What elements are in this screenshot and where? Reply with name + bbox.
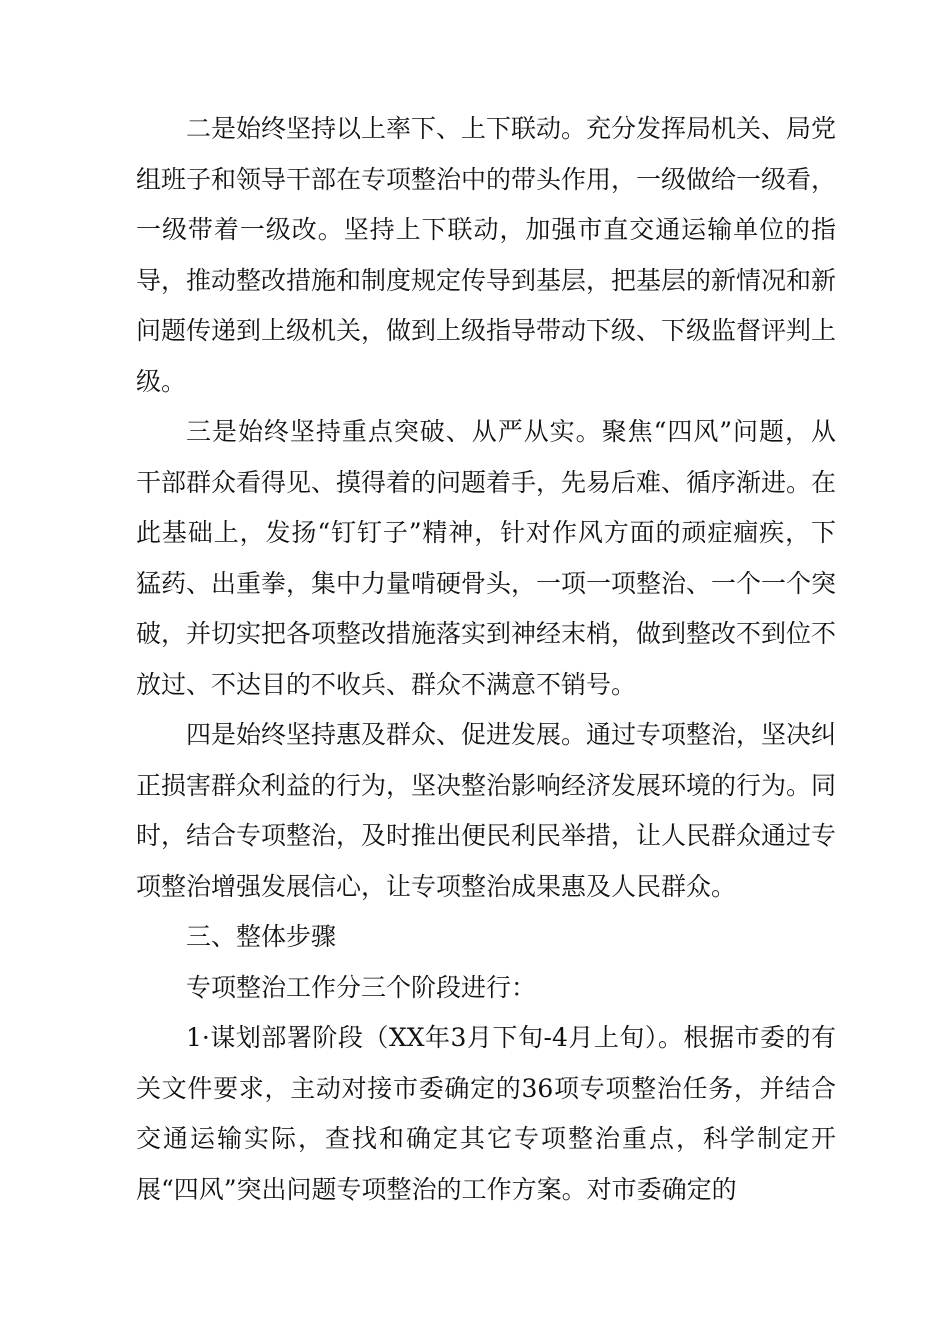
paragraph-benefit-public: 四是始终坚持惠及群众、促进发展。通过专项整治，坚决纠正损害群众利益的行为，坚决整治影响经济发展环境的行为。同时，结合专项整治，及时推出便民利民举措，让人民群众通过专项整治增强发展信心，让专项整治成果惠及人民群众。	[136, 720, 837, 901]
paragraph-planning-stage: 1·谋划部署阶段（XX年3月下旬-4月上旬）。根据市委的有关文件要求，主动对接市委确定的36项专项整治任务，并结合交通运输实际，查找和确定其它专项整治重点，科学制定开展“四风”突出问题专项整治的工作方案。对市委确定的	[136, 1023, 836, 1204]
paragraph-lead-by-example: 二是始终坚持以上率下、上下联动。充分发挥局机关、局党组班子和领导干部在专项整治中的带头作用，一级做给一级看，一级带着一级改。坚持上下联动，加强市直交通运输单位的指导，推动整改措施和制度规定传导到基层，把基层的新情况和新问题传递到上级机关，做到上级指导带动下级、下级监督评判上级。	[136, 114, 837, 396]
section-heading-overall-steps: 三、整体步骤	[186, 922, 337, 951]
document-body	[136, 104, 836, 1215]
paragraph-key-breakthroughs: 三是始终坚持重点突破、从严从实。聚焦“四风”问题，从干部群众看得见、摸得着的问题着手，先易后难、循序渐进。在此基础上，发扬“钉钉子”精神，针对作风方面的顽症痼疾，下猛药、出重拳，集中力量啃硬骨头，一项一项整治、一个一个突破，并切实把各项整改措施落实到神经末梢，做到整改不到位不放过、不达目的不收兵、群众不满意不销号。	[136, 417, 837, 699]
paragraph-three-stages: 专项整治工作分三个阶段进行：	[186, 972, 537, 1002]
